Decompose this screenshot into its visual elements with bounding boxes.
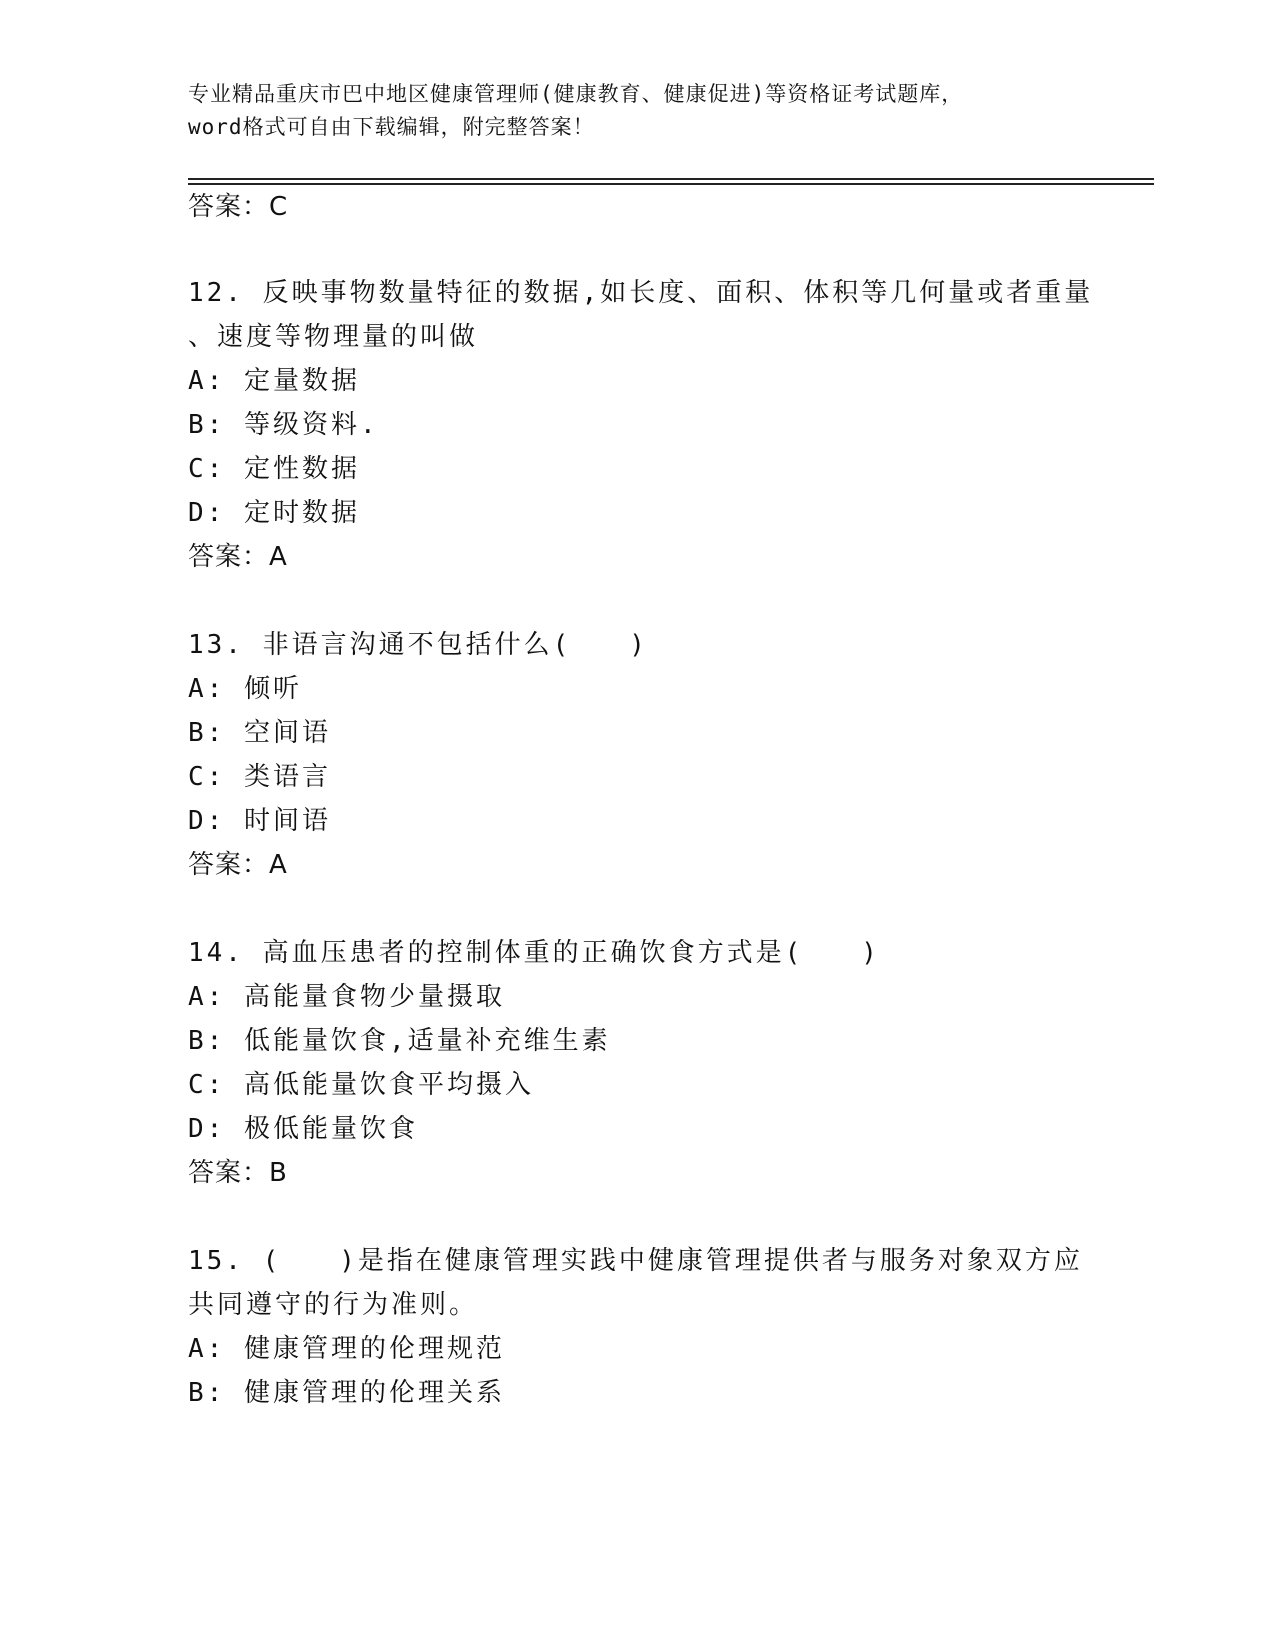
question-stem-continued: 共同遵守的行为准则。	[188, 1290, 479, 1320]
option-a: A: 高能量食物少量摄取	[188, 982, 505, 1012]
question-stem-continued: 、速度等物理量的叫做	[188, 322, 479, 352]
option-b: B: 空间语	[188, 718, 331, 748]
option-a: A: 健康管理的伦理规范	[188, 1334, 505, 1364]
option-b: B: 低能量饮食,适量补充维生素	[188, 1026, 611, 1056]
header-rule-bottom	[188, 183, 1154, 185]
answer-line: 答案：C	[188, 192, 289, 222]
question-stem: 15. ( )是指在健康管理实践中健康管理提供者与服务对象双方应	[188, 1246, 1083, 1276]
answer-line: 答案：B	[188, 1158, 288, 1188]
answer-line: 答案：A	[188, 850, 288, 880]
option-b: B: 健康管理的伦理关系	[188, 1378, 505, 1408]
option-d: D: 极低能量饮食	[188, 1114, 418, 1144]
header-line-1: 专业精品重庆市巴中地区健康管理师(健康教育、健康促进)等资格证考试题库，	[188, 82, 964, 106]
option-a: A: 定量数据	[188, 366, 360, 396]
option-d: D: 定时数据	[188, 498, 360, 528]
option-d: D: 时间语	[188, 806, 331, 836]
page-header	[188, 78, 1148, 144]
question-stem: 12. 反映事物数量特征的数据,如长度、面积、体积等几何量或者重量	[188, 278, 1094, 308]
header-rule-top	[188, 178, 1154, 180]
option-c: C: 类语言	[188, 762, 331, 792]
option-a: A: 倾听	[188, 674, 302, 704]
answer-line: 答案：A	[188, 542, 288, 572]
option-c: C: 高低能量饮食平均摄入	[188, 1070, 534, 1100]
question-stem: 13. 非语言沟通不包括什么( )	[188, 630, 648, 660]
option-b: B: 等级资料.	[188, 410, 379, 440]
option-c: C: 定性数据	[188, 454, 360, 484]
question-stem: 14. 高血压患者的控制体重的正确饮食方式是( )	[188, 938, 880, 968]
header-line-2: word格式可自由下载编辑，附完整答案！	[188, 115, 595, 139]
